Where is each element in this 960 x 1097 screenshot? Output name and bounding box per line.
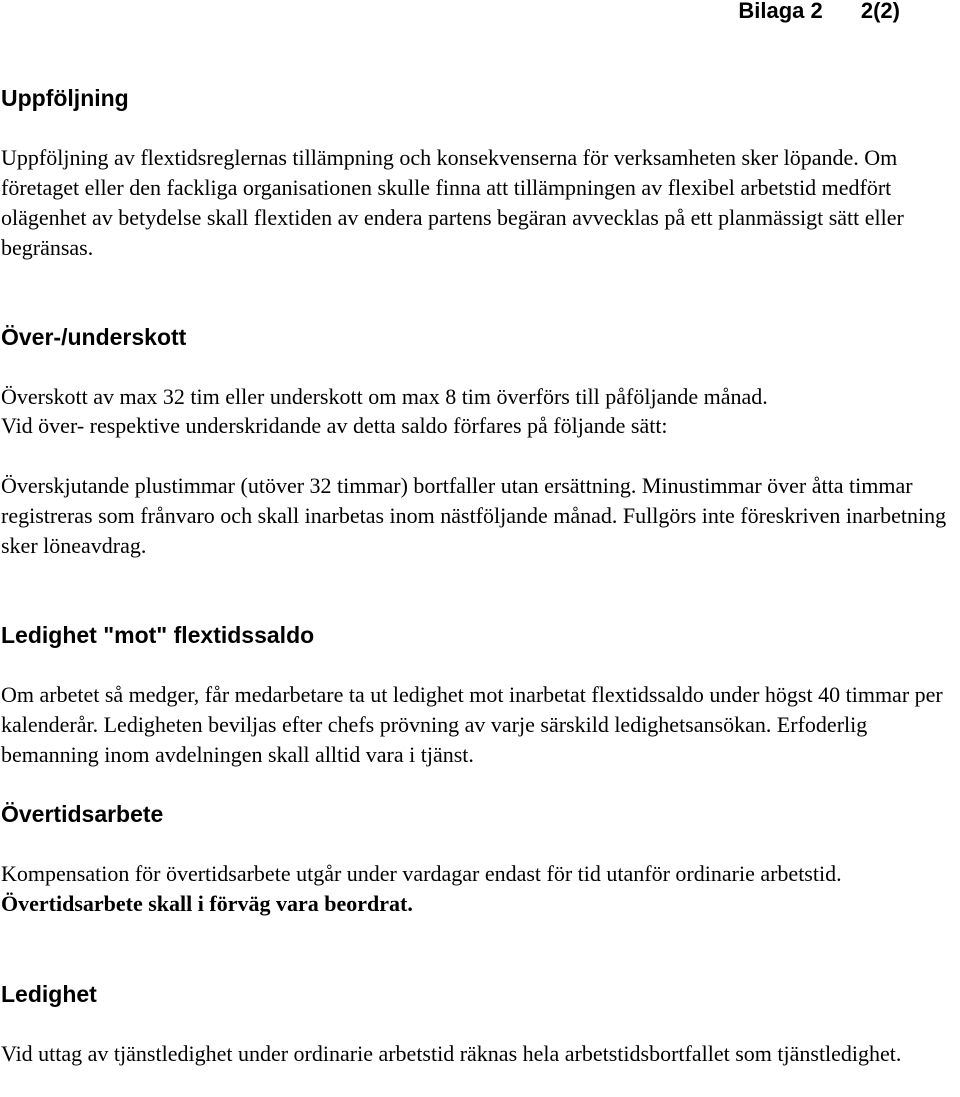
- paragraph-uppfoljning: Uppföljning av flextidsreglernas tillämpning och konsekvenserna för verksamheten sker löpande. Om företaget eller den fackliga organisationen skulle finna att tillämpningen av flexibel arbetstid medfört olägenhet av betydelse skall flextiden av endera partens begäran avvecklas på ett planmässigt sätt eller begränsas.: [1, 145, 904, 260]
- heading-overtidsarbete: Övertidsarbete: [1, 801, 164, 827]
- page-number: 2(2): [860, 0, 900, 23]
- paragraph-overskott: Överskott av max 32 tim eller underskott om max 8 tim överförs till påföljande månad.: [1, 384, 768, 409]
- paragraph-overskjutande: Överskjutande plustimmar (utöver 32 timmar) bortfaller utan ersättning. Minustimmar över åtta timmar registreras som frånvaro och skall inarbetas inom nästföljande månad. Fullgörs inte föreskriven inarbetning sker löneavdrag.: [1, 473, 947, 558]
- paragraph-ledighet-mot-flextidssaldo: Om arbetet så medger, får medarbetare ta ut ledighet mot inarbetat flextidssaldo under högst 40 timmar per kalenderår. Ledigheten beviljas efter chefs prövning av varje särskild ledighetsansökan. Erfoderlig bemanning inom avdelningen skall alltid vara i tjänst.: [1, 682, 943, 767]
- paragraph-overtidsarbete: [1, 859, 959, 919]
- heading-uppfoljning: Uppföljning: [1, 85, 129, 111]
- heading-ledighet: Ledighet: [1, 981, 97, 1007]
- heading-ledighet-mot-flextidssaldo: Ledighet "mot" flextidssaldo: [1, 622, 315, 648]
- page-header: [738, 0, 900, 24]
- overtid-text: Kompensation för övertidsarbete utgår under vardagar endast för tid utanför ordinarie arbetstid.: [1, 861, 842, 886]
- attachment-label: Bilaga 2: [738, 0, 823, 23]
- overtid-emphasis: Övertidsarbete skall i förväg vara beordrat.: [1, 891, 413, 916]
- heading-over-underskott: Över-/underskott: [1, 324, 187, 350]
- paragraph-ledighet: Vid uttag av tjänstledighet under ordinarie arbetstid räknas hela arbetstidsbortfallet som tjänstledighet.: [1, 1041, 902, 1066]
- paragraph-saldo-regel: Vid över- respektive underskridande av detta saldo förfares på följande sätt:: [1, 413, 668, 438]
